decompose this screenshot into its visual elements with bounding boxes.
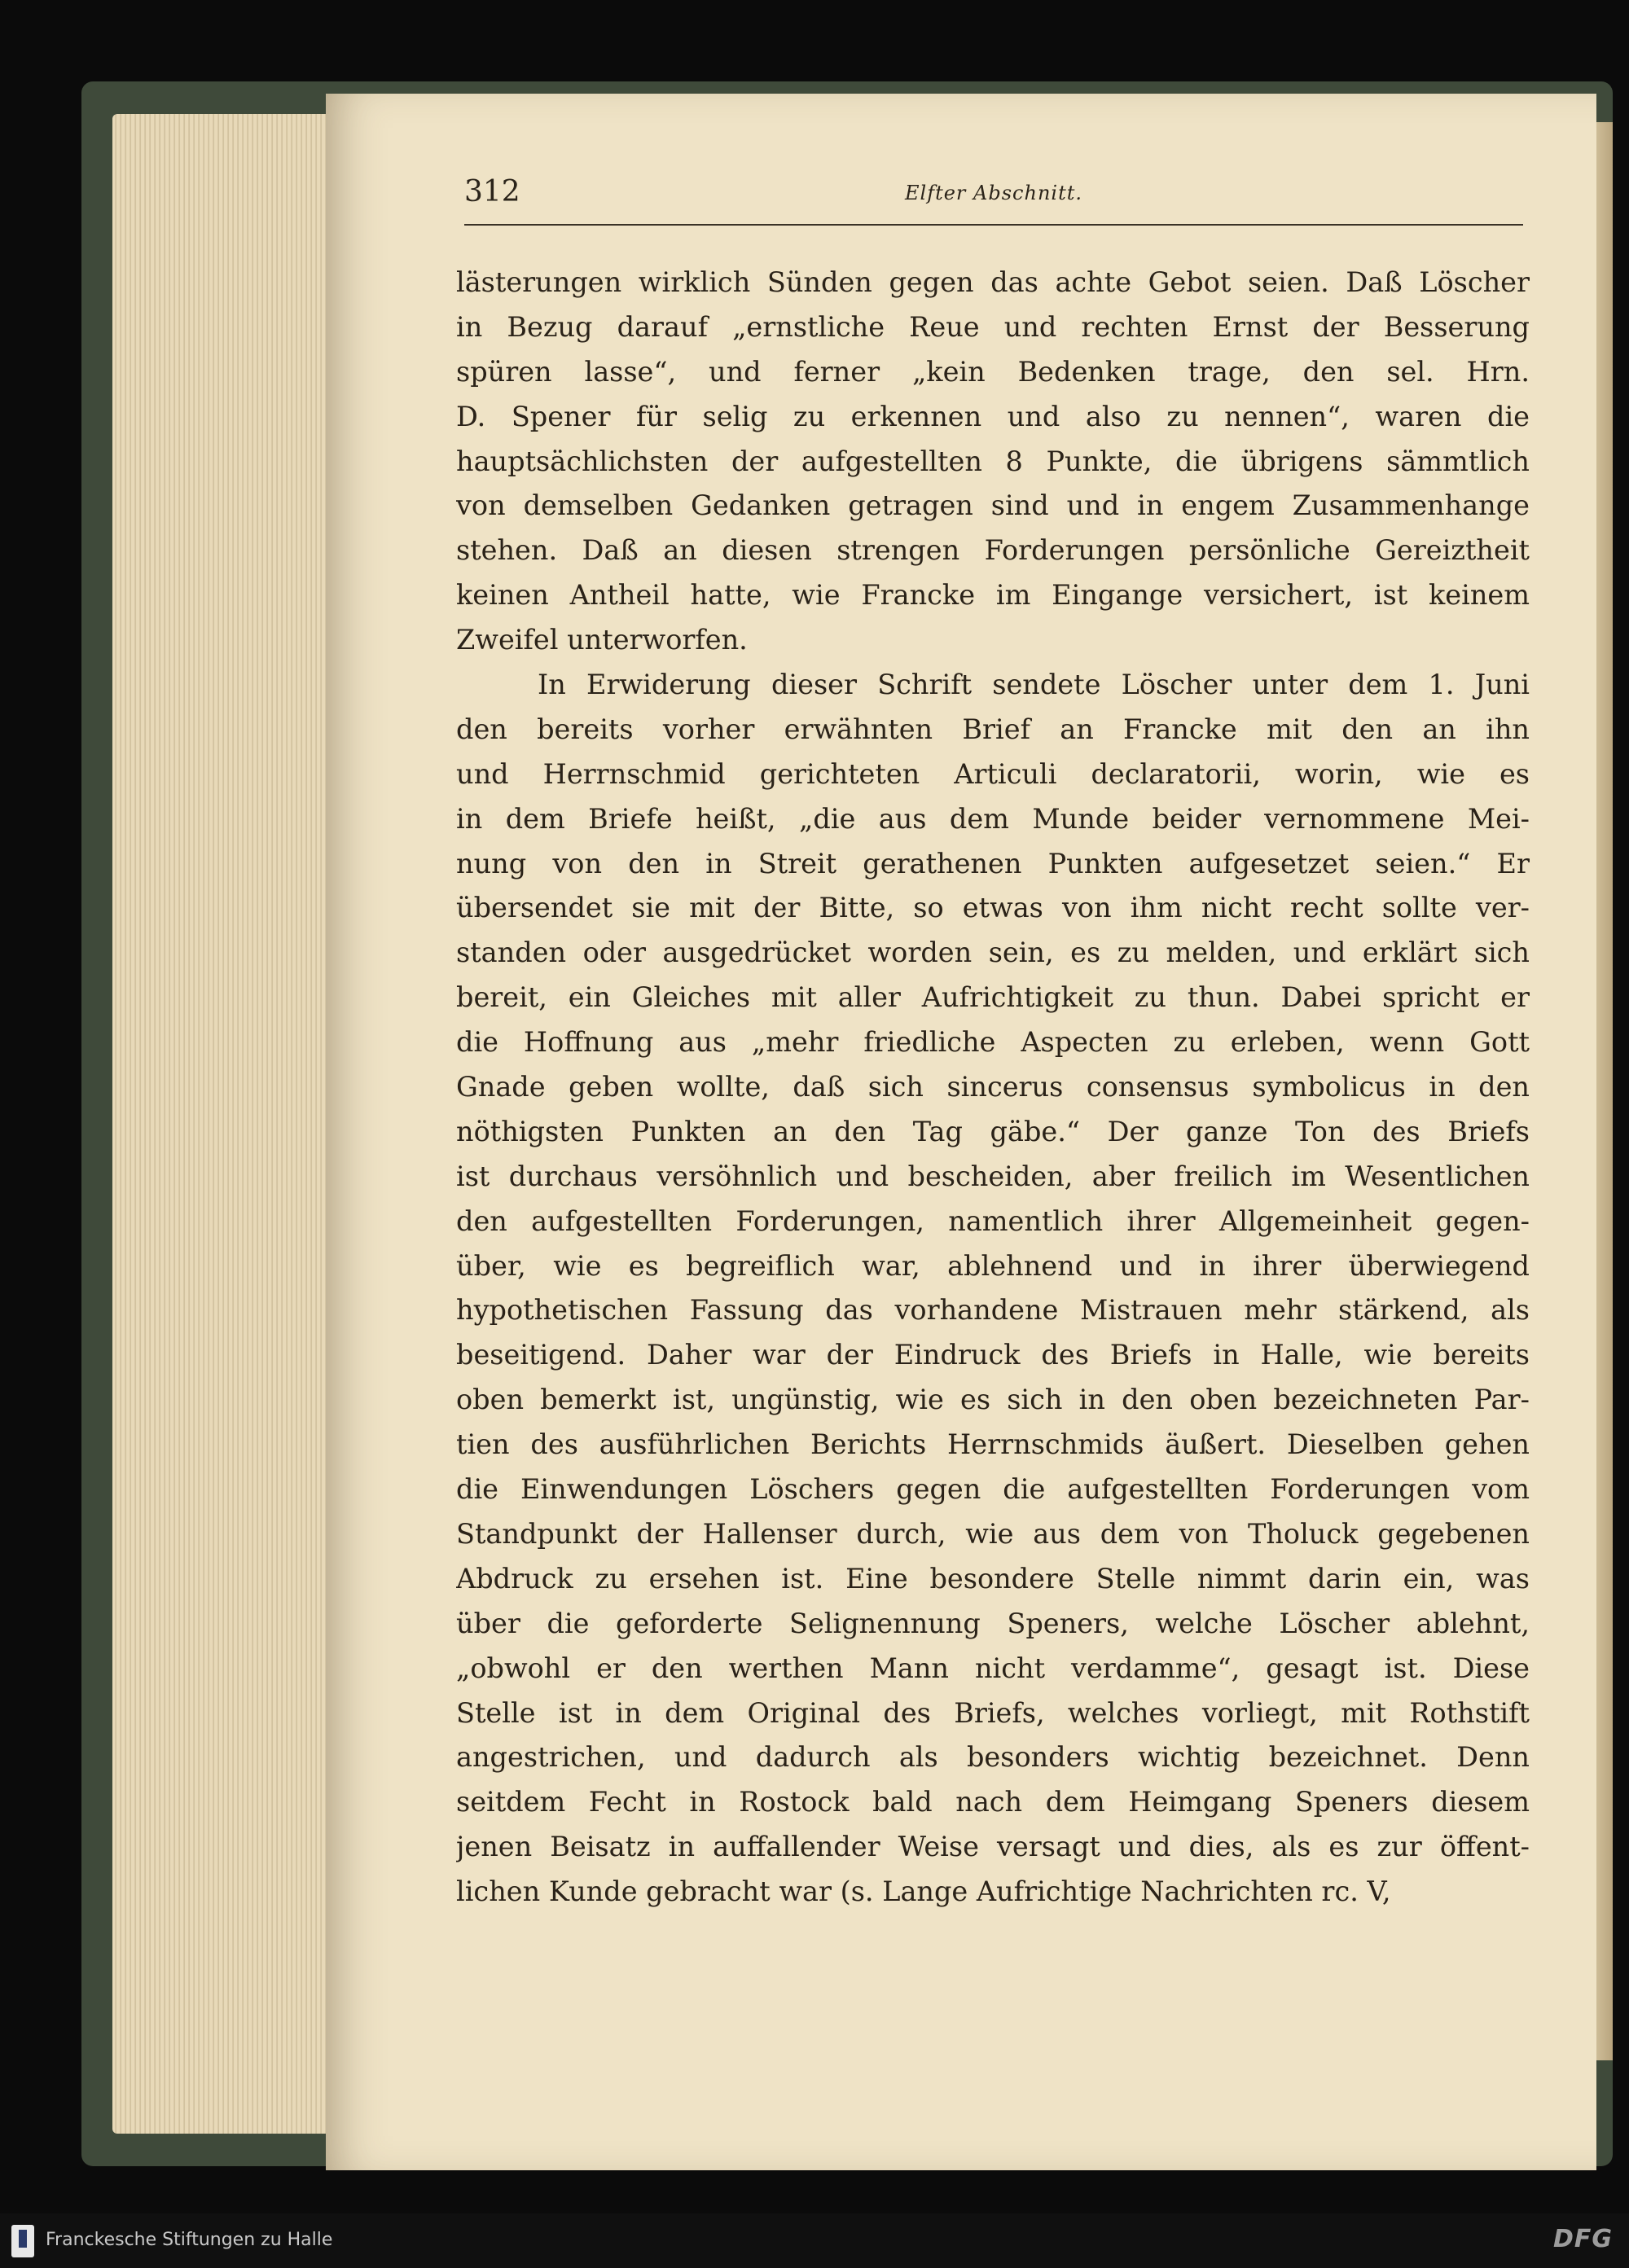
text-line: den aufgestellten Forderungen, namentlich ihrer Allgemeinheit gegen- — [456, 1204, 1530, 1237]
page-number: 312 — [464, 175, 520, 208]
text-line: tien des ausführlichen Berichts Herrnschmids äußert. Dieselben gehen — [456, 1428, 1530, 1461]
text-line: stehen. Daß an diesen strengen Forderungen persönliche Gereiztheit — [456, 534, 1530, 567]
text-line: in Bezug darauf „ernstliche Reue und rechten Ernst der Besserung — [456, 310, 1530, 343]
page-header — [464, 175, 1523, 226]
dfg-logo[interactable]: DFG — [1552, 2225, 1613, 2253]
text-line: Zweifel unterworfen. — [456, 624, 748, 656]
text-line: lästerungen wirklich Sünden gegen das achte Gebot seien. Daß Löscher — [456, 266, 1530, 298]
text-line: beseitigend. Daher war der Eindruck des Briefs in Halle, wie bereits — [456, 1339, 1530, 1371]
text-line: über die geforderte Selignennung Speners, welche Löscher ablehnt, — [456, 1607, 1530, 1639]
text-line: seitdem Fecht in Rostock bald nach dem Heimgang Speners diesem — [456, 1786, 1530, 1818]
running-title: Elfter Abschnitt. — [905, 182, 1082, 204]
text-line: oben bemerkt ist, ungünstig, wie es sich in den oben bezeichneten Par- — [456, 1384, 1530, 1416]
text-line: Gnade geben wollte, daß sich sincerus consensus symbolicus in den — [456, 1071, 1530, 1103]
text-line: bereit, ein Gleiches mit aller Aufrichtigkeit zu thun. Dabei spricht er — [456, 981, 1530, 1014]
text-line: die Hoffnung aus „mehr friedliche Aspecten zu erleben, wenn Gott — [456, 1026, 1530, 1059]
text-line: jenen Beisatz in auffallender Weise versagt und dies, als es zur öffent- — [456, 1831, 1530, 1863]
text-line: übersendet sie mit der Bitte, so etwas von ihm nicht recht sollte ver- — [456, 892, 1530, 924]
text-line: lichen Kunde gebracht war (s. Lange Aufrichtige Nachrichten rc. V, — [456, 1875, 1391, 1908]
text-line: Standpunkt der Hallenser durch, wie aus dem von Tholuck gegebenen — [456, 1517, 1530, 1550]
text-line: angestrichen, und dadurch als besonders wichtig bezeichnet. Denn — [456, 1741, 1530, 1774]
text-line: Abdruck zu ersehen ist. Eine besondere Stelle nimmt darin ein, was — [456, 1562, 1530, 1595]
text-line: standen oder ausgedrücket worden sein, es zu melden, und erklärt sich — [456, 937, 1530, 969]
text-line: die Einwendungen Löschers gegen die aufgestellten Forderungen vom — [456, 1473, 1530, 1506]
text-line: „obwohl er den werthen Mann nicht verdamme“, gesagt ist. Diese — [456, 1652, 1530, 1684]
text-line: In Erwiderung dieser Schrift sendete Löscher unter dem 1. Juni — [538, 669, 1530, 701]
text-line: Stelle ist in dem Original des Briefs, welches vorliegt, mit Rothstift — [456, 1696, 1530, 1729]
text-line: spüren lasse“, und ferner „kein Bedenken trage, den sel. Hrn. — [456, 355, 1530, 388]
text-line: nung von den in Streit gerathenen Punkten aufgesetzet seien.“ Er — [456, 847, 1530, 880]
text-line: ist durchaus versöhnlich und bescheiden, aber freilich im Wesentlichen — [456, 1160, 1530, 1192]
text-line: über, wie es begreiflich war, ablehnend und in ihrer überwiegend — [456, 1249, 1530, 1282]
institution-logo-icon — [11, 2225, 34, 2257]
page-edges-left — [112, 114, 357, 2134]
text-line: hauptsächlichsten der aufgestellten 8 Punkte, die übrigens sämmtlich — [456, 445, 1530, 477]
text-line: hypothetischen Fassung das vorhandene Mistrauen mehr stärkend, als — [456, 1294, 1530, 1327]
text-line: D. Spener für selig zu erkennen und also zu nennen“, waren die — [456, 400, 1530, 432]
text-line: von demselben Gedanken getragen sind und in engem Zusammenhange — [456, 489, 1530, 522]
viewer-footer — [0, 2213, 1629, 2268]
text-line: nöthigsten Punkten an den Tag gäbe.“ Der ganze Ton des Briefs — [456, 1115, 1530, 1147]
text-line: in dem Briefe heißt, „die aus dem Munde beider vernommene Mei- — [456, 802, 1530, 835]
body-text — [456, 261, 1530, 1915]
text-line: keinen Antheil hatte, wie Francke im Eingange versichert, ist keinem — [456, 579, 1530, 612]
text-line: den bereits vorher erwähnten Brief an Francke mit den an ihn — [456, 713, 1530, 745]
institution-name[interactable]: Franckesche Stiftungen zu Halle — [46, 2230, 333, 2250]
text-line: und Herrnschmid gerichteten Articuli declaratorii, worin, wie es — [456, 757, 1530, 790]
book-page — [326, 94, 1596, 2170]
